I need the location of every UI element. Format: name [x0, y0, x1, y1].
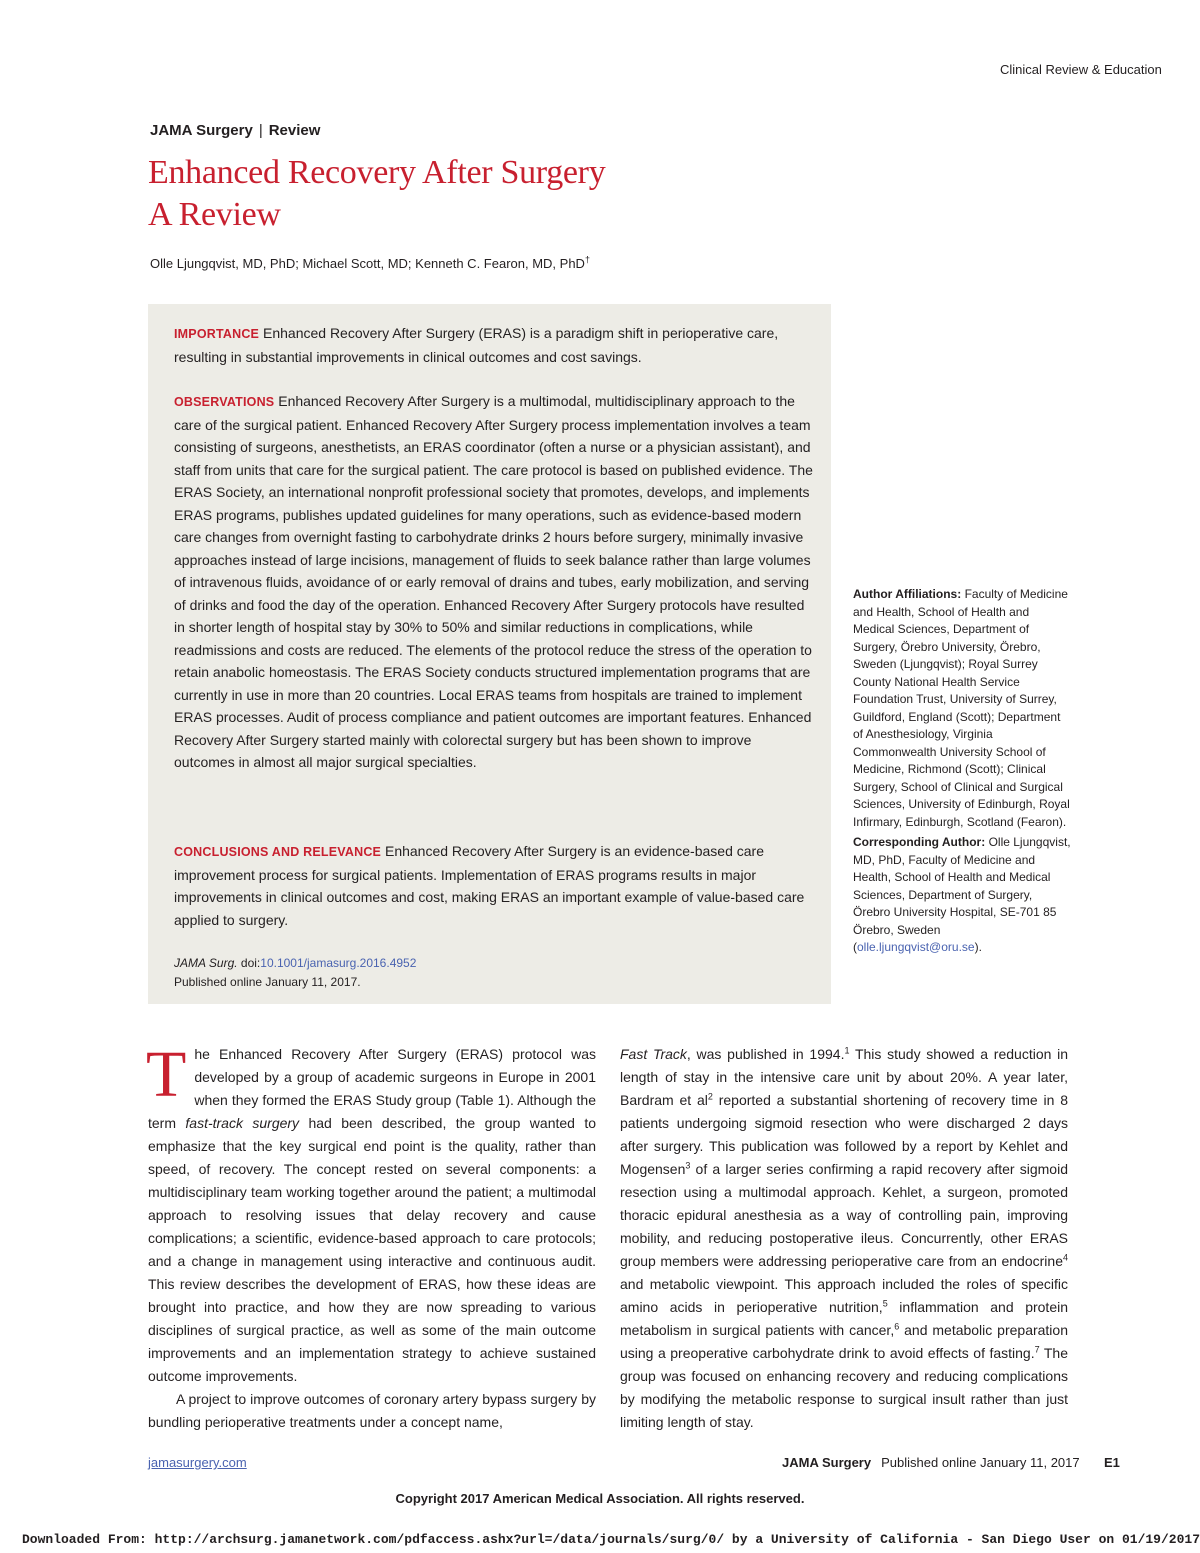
ref-5: 5 [882, 1298, 888, 1309]
observations-label: OBSERVATIONS [174, 395, 275, 409]
abstract-importance [174, 322, 814, 368]
article-type: Review [268, 122, 321, 139]
abstract-box [148, 304, 831, 1004]
doi-journal: JAMA Surg. [174, 956, 238, 970]
body-paragraph-1 [146, 1038, 597, 1388]
p3-text-f: inflammation and protein metabolism in surgical patients with cancer, [620, 1299, 1069, 1338]
section-label: Clinical Review & Education [1000, 62, 1162, 77]
body-column-right [620, 1043, 1068, 1434]
body-paragraph-2: A project to improve outcomes of coronary artery bypass surgery by bundling perioperative treatments under a concept name, [148, 1391, 596, 1430]
journal-name: JAMA Surgery [150, 122, 253, 139]
authors-text: Olle Ljungqvist, MD, PhD; Michael Scott, MD; Kenneth C. Fearon, MD, PhD [150, 256, 585, 271]
corresponding-text: Olle Ljungqvist, MD, PhD, Faculty of Medicine and Health, School of Health and Medical Sciences, Department of Surgery, Örebro University Hospital, SE-701 85 Örebro, Sweden ( [853, 835, 1071, 954]
separator: | [258, 122, 263, 139]
corresponding-email-link[interactable]: olle.ljungqvist@oru.se [857, 940, 975, 954]
journal-line [150, 122, 320, 139]
conclusions-text: Enhanced Recovery After Surgery is an evidence-based care improvement process for surgical patients. Implementation of ERAS programs results in major improvements in clinical outcomes and cost, making ERAS an important example of value-based care applied to surgery. [174, 843, 805, 928]
p3-emphasis: Fast Track [620, 1046, 687, 1062]
importance-text: Enhanced Recovery After Surgery (ERAS) is a paradigm shift in perioperative care, resulting in substantial improvements in clinical outcomes and cost savings. [174, 325, 779, 365]
p1-text-b: had been described, the group wanted to emphasize that the key surgical end point is the quality, rather than speed, of recovery. The concept rested on several components: a multidisciplinary team working together around the patient; a multimodal approach to resolving issues that delay recovery and cause complications; a scientific, evidence-based approach to care protocols; and a change in management using interactive and continuous audit. This review describes the development of ERAS, how these ideas are brought into practice, and how they are now spreading to various disciplines of surgical practice, as well as some of the main outcome improvements and an implementation strategy to achieve sustained outcome improvements. [148, 1115, 597, 1384]
download-notice: Downloaded From: http://archsurg.jamanetwork.com/pdfaccess.ashx?url=/data/journals/surg/0/ by a University of California - San Diego User on 01/19/2017 [22, 1532, 1200, 1547]
ref-3: 3 [685, 1160, 691, 1171]
p1-text-a: he Enhanced Recovery After Surgery (ERAS) protocol was developed by a group of academic surgeons in Europe in 2001 when they formed the ERAS Study group (Table 1). Although the term [148, 1046, 596, 1131]
citation [174, 954, 416, 992]
ref-1: 1 [844, 1045, 850, 1056]
abstract-observations [174, 390, 814, 774]
article-title [148, 152, 605, 236]
copyright-notice: Copyright 2017 American Medical Association. All rights reserved. [395, 1491, 805, 1506]
authors-sup: † [584, 254, 590, 265]
affiliations-label: Author Affiliations: [853, 587, 962, 601]
p3-text-c: reported a substantial shortening of recovery time in 8 patients undergoing sigmoid resection who were discharged 2 days after surgery. This publication was followed by a report by Kehlet and Mogensen [620, 1092, 1068, 1177]
drop-cap: T [146, 1038, 187, 1111]
doi-link[interactable]: 10.1001/jamasurg.2016.4952 [260, 956, 417, 970]
doi-prefix: doi: [237, 956, 261, 970]
title-line-2: A Review [148, 196, 281, 233]
p3-text-e: and metabolic viewpoint. This approach included the roles of specific amino acids in perioperative nutrition, [620, 1276, 1068, 1315]
corresponding-end: ). [974, 940, 982, 954]
ref-4: 4 [1062, 1252, 1068, 1263]
observations-text: Enhanced Recovery After Surgery is a multimodal, multidisciplinary approach to the care of the surgical patient. Enhanced Recovery After Surgery process implementation involves a team consisting of surgeons, anesthetists, an ERAS coordinator (often a nurse or a physician assistant), and staff from units that care for the surgical patient. The care protocol is based on published evidence. The ERAS Society, an international nonprofit professional society that promotes, develops, and implements ERAS programs, publishes updated guidelines for many operations, such as evidence-based modern care changes from overnight fasting to carbohydrate drinks 2 hours before surgery, minimally invasive approaches instead of large incisions, management of fluids to seek balance rather than large volumes of intravenous fluids, avoidance of or early removal of drains and tubes, early mobilization, and serving of drinks and food the day of the operation. Enhanced Recovery After Surgery protocols have resulted in shorter length of hospital stay by 30% to 50% and similar reductions in complications, while readmissions and costs are reduced. The elements of the protocol reduce the stress of the operation to retain anabolic homeostasis. The ERAS Society conducts structured implementation programs that are currently in use in more than 20 countries. Local ERAS teams from hospitals are trained to implement ERAS processes. Audit of process compliance and patient outcomes are important features. Enhanced Recovery After Surgery started mainly with colorectal surgery but has been shown to improve outcomes in almost all major surgical specialties. [174, 393, 813, 770]
p3-text-a: , was published in 1994. [686, 1046, 845, 1062]
ref-2: 2 [707, 1091, 713, 1102]
body-column-left [146, 1038, 597, 1434]
affiliations-text: Faculty of Medicine and Health, School of Health and Medical Sciences, Department of Surgery, Örebro University, Örebro, Sweden (Ljungqvist); Royal Surrey County National Health Service Foundation Trust, University of Surrey, Guildford, England (Scott); Department of Anesthesiology, Virginia Commonwealth University School of Medicine, Richmond (Scott); Clinical Surgery, School of Clinical and Surgical Sciences, University of Edinburgh, Royal Infirmary, Edinburgh, Scotland (Fearon). [853, 587, 1070, 829]
published-date: Published online January 11, 2017. [174, 975, 361, 989]
footer-journal: JAMA Surgery [782, 1455, 872, 1470]
page-number: E1 [1104, 1455, 1120, 1470]
importance-label: IMPORTANCE [174, 327, 260, 341]
author-list [150, 256, 590, 271]
p3-text-b: This study showed a reduction in length of stay in the intensive care unit by about 20%. A year later, Bardram et al [620, 1046, 1069, 1108]
p1-emphasis: fast-track surgery [185, 1115, 300, 1131]
abstract-conclusions [174, 840, 814, 931]
footer-site-link[interactable]: jamasurgery.com [148, 1455, 247, 1470]
p3-text-h: The group was focused on enhancing recovery and reducing complications by modifying the metabolic response to surgical insult rather than just limiting length of stay. [620, 1345, 1068, 1430]
footer-journal-info [782, 1455, 1080, 1470]
p3-text-d: of a larger series confirming a rapid recovery after sigmoid resection using a multimodal approach. Kehlet, a surgeon, promoted thoracic epidural anesthesia as a way of controlling pain, improving mobility, and reducing postoperative ileus. Concurrently, other ERAS group members were addressing perioperative care from an endocrine [620, 1161, 1068, 1269]
corresponding-label: Corresponding Author: [853, 835, 986, 849]
author-affiliations [853, 586, 1071, 957]
ref-6: 6 [894, 1321, 900, 1332]
body-paragraph-3 [620, 1043, 1068, 1434]
ref-7: 7 [1034, 1344, 1040, 1355]
title-line-1: Enhanced Recovery After Surgery [148, 154, 606, 191]
p3-text-g: and metabolic preparation using a preoperative carbohydrate drink to avoid effects of fasting. [620, 1322, 1068, 1361]
footer-published: Published online January 11, 2017 [881, 1455, 1080, 1470]
conclusions-label: CONCLUSIONS AND RELEVANCE [174, 845, 382, 859]
